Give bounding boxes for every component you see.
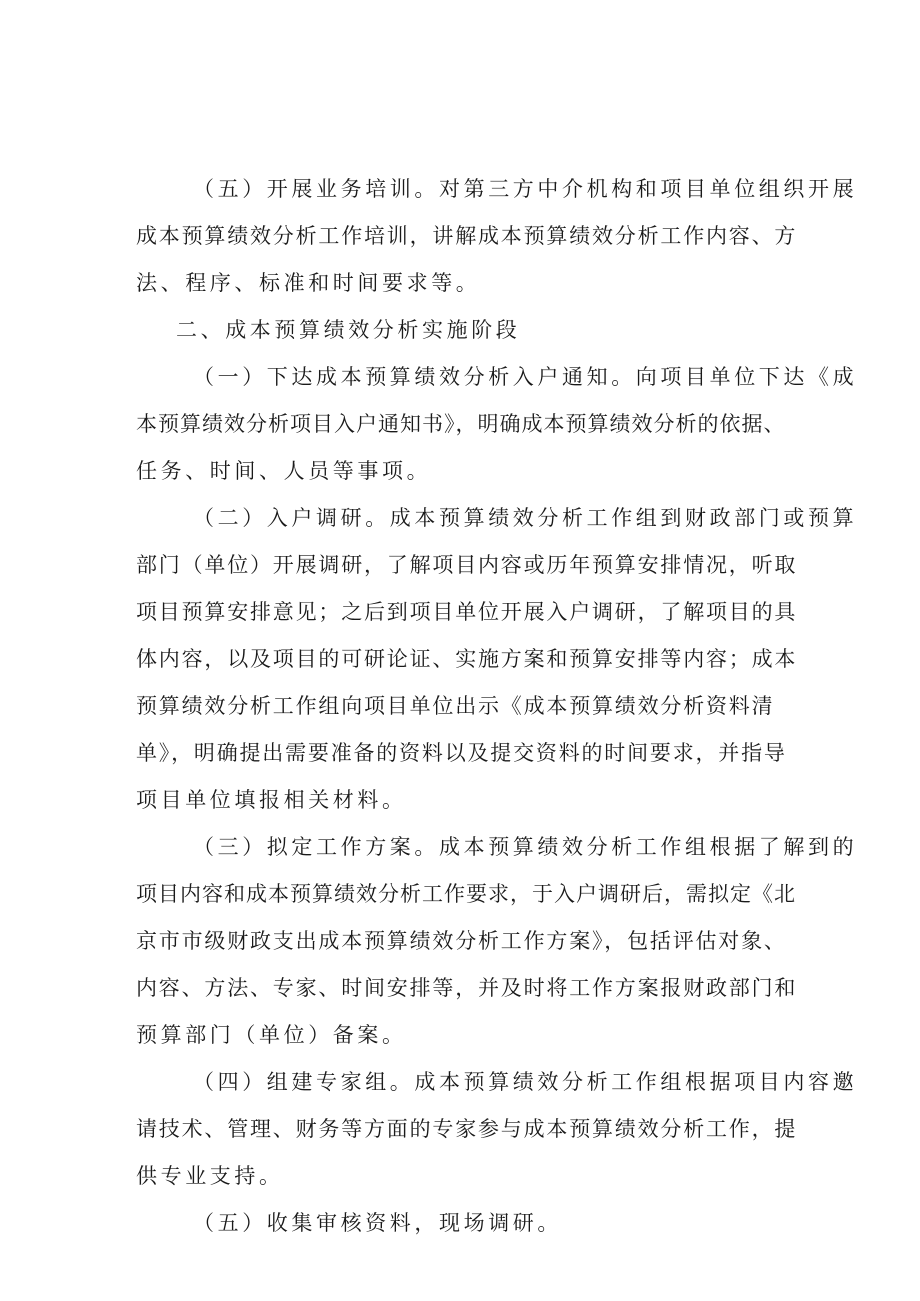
paragraph-2-research-line-6: 单》，明确提出需要准备的资料以及提交资料的时间要求，并指导 bbox=[136, 741, 787, 765]
paragraph-3-plan-line-2: 项目内容和成本预算绩效分析工作要求，于入户调研后，需拟定《北 bbox=[136, 882, 796, 906]
paragraph-3-plan-line-3: 京市市级财政支出成本预算绩效分析工作方案》，包括评估对象、 bbox=[136, 929, 787, 953]
paragraph-2-research-line-1: （二）入户调研。成本预算绩效分析工作组到财政部门或预算 bbox=[193, 506, 858, 530]
paragraph-5-collect-line-1: （五）收集审核资料，现场调研。 bbox=[193, 1211, 562, 1235]
paragraph-1-notice-line-2: 本预算绩效分析项目入户通知书》，明确成本预算绩效分析的依据、 bbox=[136, 412, 786, 436]
paragraph-1-notice-line-1: （一）下达成本预算绩效分析入户通知。向项目单位下达《成 bbox=[193, 365, 858, 389]
section-heading-implementation: 二、成本预算绩效分析实施阶段 bbox=[176, 318, 521, 342]
paragraph-2-research-line-7: 项目单位填报相关材料。 bbox=[136, 788, 407, 812]
paragraph-3-plan-line-4: 内容、方法、专家、时间安排等，并及时将工作方案报财政部门和 bbox=[136, 976, 798, 1000]
paragraph-2-research-line-3: 项目预算安排意见；之后到项目单位开展入户调研，了解项目的具 bbox=[136, 600, 798, 624]
paragraph-2-research-line-5: 预算绩效分析工作组向项目单位出示《成本预算绩效分析资料清 bbox=[136, 694, 775, 718]
paragraph-3-plan-line-1: （三）拟定工作方案。成本预算绩效分析工作组根据了解到的 bbox=[193, 835, 858, 859]
paragraph-2-research-line-4: 体内容，以及项目的可研论证、实施方案和预算安排等内容；成本 bbox=[136, 647, 798, 671]
paragraph-5-training-line-3: 法、程序、标准和时间要求等。 bbox=[136, 271, 481, 295]
paragraph-4-experts-line-3: 供专业支持。 bbox=[136, 1164, 284, 1188]
paragraph-3-plan-line-5: 预算部门（单位）备案。 bbox=[136, 1023, 407, 1047]
paragraph-2-research-line-2: 部门（单位）开展调研，了解项目内容或历年预算安排情况，听取 bbox=[136, 553, 798, 577]
paragraph-5-training-line-2: 成本预算绩效分析工作培训，讲解成本预算绩效分析工作内容、方 bbox=[136, 224, 798, 248]
paragraph-4-experts-line-1: （四）组建专家组。成本预算绩效分析工作组根据项目内容邀 bbox=[193, 1070, 858, 1094]
paragraph-1-notice-line-3: 任务、时间、人员等事项。 bbox=[136, 459, 432, 483]
paragraph-5-training-line-1: （五）开展业务培训。对第三方中介机构和项目单位组织开展 bbox=[193, 177, 858, 201]
document-body bbox=[136, 166, 858, 1247]
paragraph-4-experts-line-2: 请技术、管理、财务等方面的专家参与成本预算绩效分析工作，提 bbox=[136, 1117, 798, 1141]
